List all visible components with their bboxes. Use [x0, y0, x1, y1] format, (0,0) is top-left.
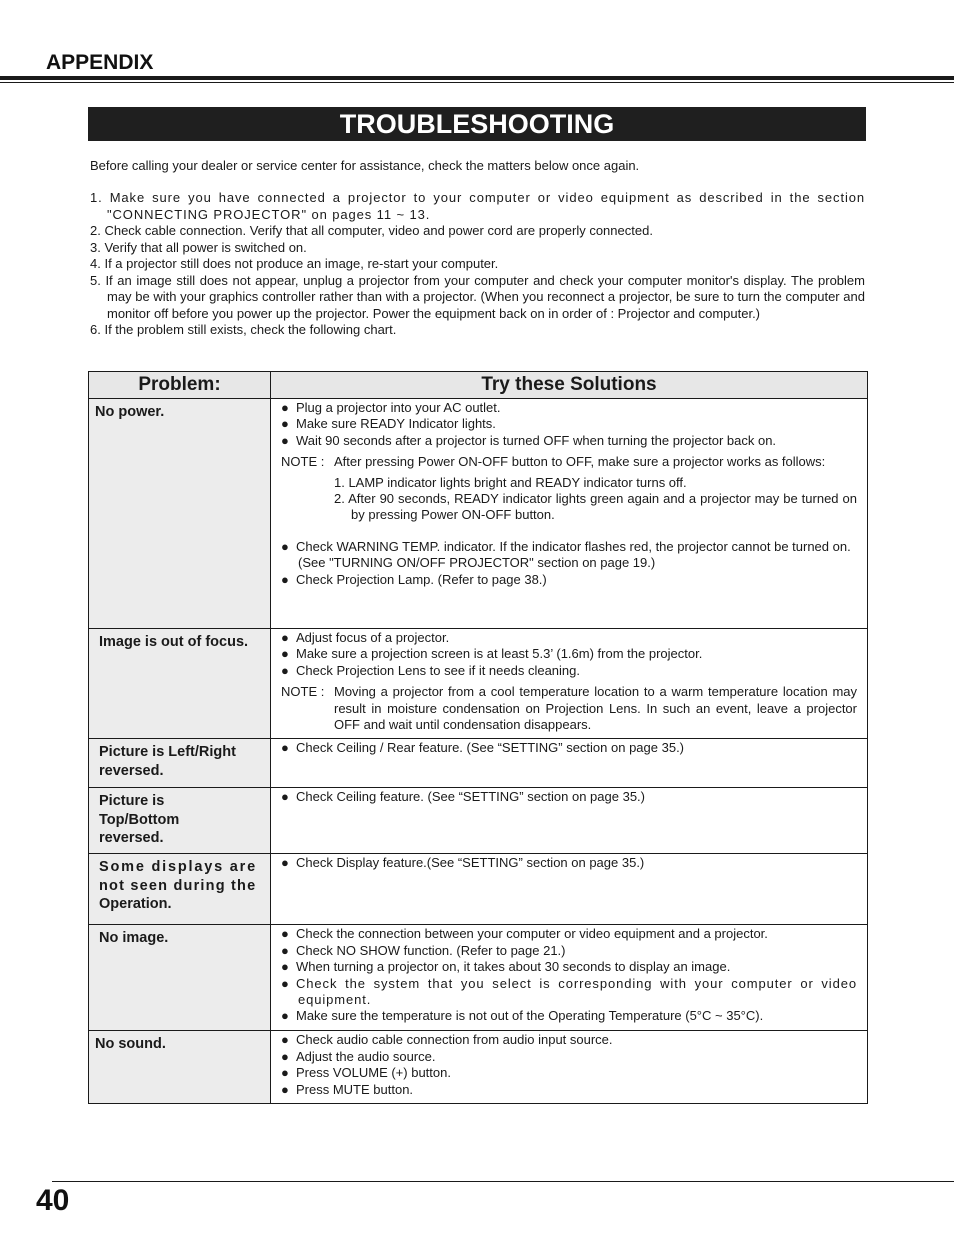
- bullet-icon: ●: [281, 1008, 289, 1024]
- note-item: 1. LAMP indicator lights bright and READY indicator turns off.: [334, 474, 687, 490]
- bullet-icon: ●: [281, 538, 289, 554]
- checklist-item: 1. Make sure you have connected a projector to your computer or video equipment as described in the section "CONNECTING PROJECTOR" on pages 11 ~ 13.: [90, 190, 865, 222]
- checklist: [90, 190, 865, 339]
- solution-item: ● Plug a projector into your AC outlet.: [281, 400, 501, 415]
- table-row: [89, 788, 868, 854]
- bullet-icon: ●: [281, 630, 289, 645]
- problem-cell: No sound.: [89, 1031, 271, 1104]
- solution-item: ● Wait 90 seconds after a projector is turned OFF when turning the projector back on.: [281, 432, 777, 448]
- checklist-item: 4. If a projector still does not produce an image, re-start your computer.: [90, 256, 499, 271]
- solution-item: ● Make sure the temperature is not out of the Operating Temperature (5°C ~ 35°C).: [281, 1008, 764, 1024]
- checklist-item: 5. If an image still does not appear, unplug a projector from your computer and check your computer monitor's display. The problem may be with your graphics controller rather than with a projector. (When you reconnect a projector, be sure to turn the computer and monitor off before you power up the projector. Power the equipment back on in order of : Projector and computer.): [90, 272, 865, 321]
- solution-item: ● Make sure a projection screen is at least 5.3’ (1.6m) from the projector.: [281, 646, 703, 662]
- bullet-icon: ●: [281, 400, 289, 415]
- solution-item: ● Check NO SHOW function. (Refer to page 21.): [281, 942, 566, 958]
- bullet-icon: ●: [281, 1032, 289, 1048]
- solution-item: ● Check Ceiling feature. (See “SETTING” section on page 35.): [281, 789, 645, 805]
- column-header-problem: Problem:: [89, 372, 271, 399]
- bullet-icon: ●: [281, 1048, 289, 1064]
- table-row: [89, 1031, 868, 1104]
- bullet-icon: ●: [281, 789, 289, 805]
- checklist-item: 2. Check cable connection. Verify that all computer, video and power cord are properly connected.: [90, 223, 653, 238]
- bullet-icon: ●: [281, 926, 289, 942]
- table-row: [89, 854, 868, 925]
- page-number: 40: [36, 1184, 70, 1217]
- page-title: TROUBLESHOOTING: [88, 107, 866, 141]
- bullet-icon: ●: [281, 740, 289, 756]
- table-row: [89, 629, 868, 739]
- bullet-icon: ●: [281, 416, 289, 432]
- table-row: [89, 399, 868, 629]
- intro-text: Before calling your dealer or service center for assistance, check the matters below once again.: [90, 158, 640, 173]
- solution-item: ● Check Display feature.(See “SETTING” section on page 35.): [281, 855, 645, 871]
- solution-detail: (See "TURNING ON/OFF PROJECTOR" section on page 19.): [298, 555, 656, 571]
- problem-cell: No image.: [89, 925, 271, 1031]
- bullet-icon: ●: [281, 942, 289, 958]
- solution-cell: [271, 925, 868, 1031]
- bullet-icon: ●: [281, 855, 289, 871]
- header-rule-thick: [0, 76, 954, 80]
- problem-cell: Picture is Top/Bottom reversed.: [89, 788, 271, 854]
- problem-cell: Picture is Left/Right reversed.: [89, 739, 271, 788]
- solution-cell: [271, 739, 868, 788]
- column-header-solutions: Try these Solutions: [271, 372, 868, 399]
- note: NOTE : After pressing Power ON-OFF button to OFF, make sure a projector works as follows:: [281, 454, 826, 470]
- bullet-icon: ●: [281, 646, 289, 662]
- solution-item: ● Check the system that you select is corresponding with your computer or video equipment.: [281, 975, 857, 1008]
- bullet-icon: ●: [281, 432, 289, 448]
- solution-item: ● Press VOLUME (+) button.: [281, 1065, 451, 1081]
- bullet-icon: ●: [281, 1081, 289, 1097]
- checklist-item: 3. Verify that all power is switched on.: [90, 239, 307, 255]
- solution-cell: [271, 1031, 868, 1104]
- solution-item: ● Check WARNING TEMP. indicator. If the indicator flashes red, the projector cannot be turned on.: [281, 538, 851, 554]
- solution-item: ● Check the connection between your computer or video equipment and a projector.: [281, 926, 768, 942]
- checklist-item: 6. If the problem still exists, check the following chart.: [90, 322, 397, 337]
- note-label: NOTE :: [281, 454, 325, 470]
- note: NOTE : Moving a projector from a cool temperature location to a warm temperature location may result in moisture condensation on Projection Lens. In such an event, leave a projector OFF and wait until condensation disappears.: [281, 684, 857, 733]
- problem-cell: Image is out of focus.: [89, 629, 271, 739]
- bullet-icon: ●: [281, 571, 289, 587]
- problem-cell: No power.: [89, 399, 271, 629]
- table-row: [89, 739, 868, 788]
- problem-line: Operation.: [99, 896, 172, 913]
- solution-item: ● When turning a projector on, it takes about 30 seconds to display an image.: [281, 959, 731, 975]
- solution-cell: [271, 629, 868, 739]
- bullet-icon: ●: [281, 975, 290, 991]
- table-row: [89, 925, 868, 1031]
- solution-item: ● Make sure READY Indicator lights.: [281, 416, 496, 432]
- solution-item: ● Check Projection Lamp. (Refer to page 38.): [281, 571, 547, 587]
- solution-item: ● Check audio cable connection from audio input source.: [281, 1032, 613, 1048]
- footer-rule: [52, 1181, 954, 1182]
- solution-cell: [271, 399, 868, 629]
- solution-item: ● Press MUTE button.: [281, 1081, 414, 1097]
- solution-item: ● Check Ceiling / Rear feature. (See “SETTING” section on page 35.): [281, 740, 685, 756]
- solution-item: ● Check Projection Lens to see if it needs cleaning.: [281, 662, 581, 678]
- problem-cell: [89, 854, 271, 925]
- header-rule-thin: [0, 82, 954, 83]
- problem-line: Some displays are: [99, 859, 257, 876]
- problem-line: not seen during the: [99, 877, 257, 894]
- troubleshooting-table: [88, 371, 868, 1104]
- solution-cell: [271, 854, 868, 925]
- section-label: APPENDIX: [46, 51, 154, 74]
- solution-item: ● Adjust focus of a projector.: [281, 630, 450, 645]
- note-label: NOTE :: [281, 684, 325, 700]
- bullet-icon: ●: [281, 1065, 289, 1081]
- solution-item: ● Adjust the audio source.: [281, 1048, 436, 1064]
- bullet-icon: ●: [281, 662, 289, 678]
- table-header-row: [89, 372, 868, 399]
- solution-cell: [271, 788, 868, 854]
- note-item: 2. After 90 seconds, READY indicator lights green again and a projector may be turned on by pressing Power ON-OFF button.: [334, 491, 857, 523]
- bullet-icon: ●: [281, 959, 289, 975]
